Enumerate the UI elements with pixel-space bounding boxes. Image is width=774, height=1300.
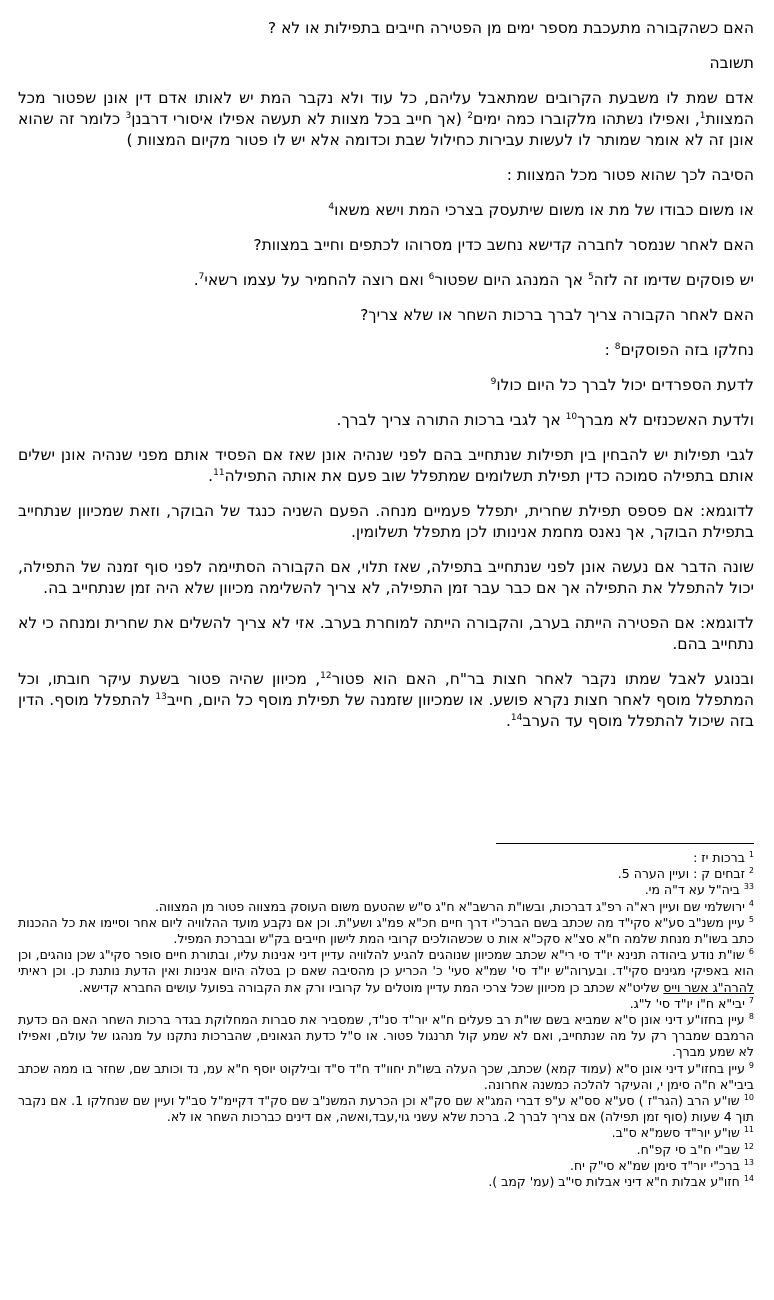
footnotes-section xyxy=(18,843,754,1190)
paragraph-8: לדוגמא: אם פספס תפילת שחרית, יתפלל פעמיים מנחה. הפעם השניה כנגד של הבוקר, וזאת שמכיוון שנתחייב בתפילת הבוקר, אך נאנס מחמת אנינותו לכן מתפלל תשלומין. xyxy=(18,502,754,541)
footnote-link[interactable]: להרה"ג אשר וייס xyxy=(663,979,754,995)
paragraph-2: או משום כבודו של מת או משום שיתעסק בצרכי המת וישא משאו$^4$ xyxy=(328,201,754,219)
reason-heading: הסיבה לכך שהוא פטור מכל המצוות : xyxy=(506,166,754,184)
question-title: האם כשהקבורה מתעכבת מספר ימים מן הפטירה חייבים בתפילות או לא ? xyxy=(267,19,754,37)
paragraph-5: לדעת הספרדים יכול לברך כל היום כולו$^9$ xyxy=(490,376,754,394)
question-2: האם לאחר הקבורה צריך לברך ברכות השחר או שלא צריך? xyxy=(360,306,754,324)
footnote-ref[interactable]: 8 xyxy=(614,341,621,352)
footnote: $^2$ זבחים ק : ועיין הערה 5. xyxy=(617,866,754,882)
footnote: $^8$ עיין בחזו"ע דיני אונן ס"א שמביא בשם שו"ת רב פעלים ח"א יור"ד סנ"ד, שמסביר את סברות המחלוקת בגדר ברכות השחר האם הם כדעת הרמבם שמברך רק על מה שנתחייב, ואם לא שמע קול תרנגול פטור. או ס"ל כדעת הגאונים, שהברכות נתקנו על מנהגו של עולם, ואפילו לא שמע מברך. xyxy=(18,1011,754,1060)
footnote: $^1$ ברכות יז : xyxy=(693,849,754,865)
answer-heading: תשובה xyxy=(709,54,754,72)
document-body xyxy=(18,18,754,746)
footnote-ref[interactable]: 14 xyxy=(510,712,523,723)
paragraph-1: אדם שמת לו משבעת הקרובים שמתאבל עליהם, כל עוד ולא נקבר המת יש לאותו אדם דין אונן שפטור מכל המצוות$^1$, ואפילו נשתהו מלקוברו כמה ימים$^2$ (אך חייב בכל מצוות לא תעשה אפילו איסורי דרבנן$^3$ כלומר זה שהוא אונן זה לא אומר שמותר לו לעשות עבירות כחילול שבת וכדומה אלא יש לו פטור מקיום המצוות ) xyxy=(18,89,754,149)
paragraph-4: נחלקו בזה הפוסקים$^8$ : xyxy=(604,341,754,359)
paragraph-6: ולדעת האשכנזים לא מברך$^{10}$ אך לגבי ברכות התורה צריך לברך. xyxy=(336,411,754,429)
footnote-ref[interactable]: 13 xyxy=(155,691,167,702)
footnote: $^{13}$ ברכ"י יור"ד סימן שמ"א סי"ק יח. xyxy=(569,1157,754,1173)
footnote-ref[interactable]: 4 xyxy=(328,201,335,212)
footnote-ref[interactable]: 1 xyxy=(699,110,706,121)
footnote: $^9$ עיין בחזו"ע דיני אונן ס"א (עמוד קמא) שכתב, שכך העלה בשו"ת יחוו"ד ח"ד ס"ד ובילקוט יוסף ח"א עמ, נד וכותב שם, שחזר בו ממה שכתב ביבי"א ח"ה סימן י, והעיקר להלכה כמשנה אחרונה. xyxy=(17,1060,754,1092)
footnote: $^5$ עיין משנ"ב סע"א סקי"ד מה שכתב בשם הברכ"י דרך חיים חכ"א פמ"ג ושע"ת. וכן אם נקבע מועד ההלוויה ליום אחר וסיימו את כל ההכנות כתב בשו"ת מנחת שלמה ח"א סצ"א סקכ"א אות ט שכשהולכים קרובי המת לישון חייבים בק"ש ובברכת המפיל. xyxy=(18,914,754,947)
footnote-ref[interactable]: 6 xyxy=(428,271,435,282)
footnote-ref[interactable]: 10 xyxy=(565,411,578,422)
footnote: $^7$ יבי"א ח"ו יו"ד סי' ל"ג. xyxy=(629,995,754,1011)
footnote-ref[interactable]: 11 xyxy=(213,467,225,478)
paragraph-3: יש פוסקים שדימו זה לזה$^5$ אך המנהג היום שפטור$^6$ ואם רוצה להחמיר על עצמו רשאי$^7$. xyxy=(193,271,754,289)
footnote-ref[interactable]: 12 xyxy=(320,670,332,681)
question-1: האם לאחר שנמסר לחברה קדישא נחשב כדין מסרוהו לכתפים וחייב במצוות? xyxy=(253,236,754,254)
footnote-ref[interactable]: 3 xyxy=(125,110,132,121)
paragraph-7: לגבי תפילות יש להבחין בין תפילות שנתחייב בהם לפני שנהיה אונן שאז אם הפסיד אותם מפני שנהיה אונן ישלים אותם בתפילה סמוכה כדין תפילת תשלומים שמתפלל שוב פעם את אותה התפילה$^{11}$. xyxy=(18,446,754,485)
footnote-ref[interactable]: 2 xyxy=(467,110,473,121)
footnote: $^4$ ירושלמי שם ועיין רא"ה רפ"ג דברכות, ובשו"ת הרשב"א ח"ג ס"ש שהטעם משום העוסק במצווה פטור מן המצווה. xyxy=(154,898,754,914)
footnote-ref[interactable]: 9 xyxy=(490,376,497,387)
footnote-ref[interactable]: 7 xyxy=(198,271,205,282)
footnote: $^{10}$ שו"ע הרב (הגר"ז ) סע"א סס"א ע"פ דברי המג"א שם סק"א וכן הכרעת המשנ"ב שם סק"ד דקיימ"ל סב"ל ועיין שם שנחלקו 1. אם נקבר תוך 4 שעות (סוף זמן תפילה) אם צריך לברך 2. ברכת שלא עשני גוי,עבד,ואשה, אם דינים כברכות השחר או לא. xyxy=(18,1092,754,1125)
footnote: $^{14}$ חזו"ע אבלות ח"א דיני אבלות סי"ב (עמ' קמב ). xyxy=(488,1173,754,1190)
footnote-ref[interactable]: 5 xyxy=(587,271,594,282)
footnote-divider xyxy=(496,843,754,844)
footnote: $^{11}$ שו"ע יור"ד סשמ"א ס"ב. xyxy=(611,1125,754,1141)
paragraph-9: שונה הדבר אם נעשה אונן לפני שנתחייב בתפילה, שאז תלוי, אם הקבורה הסתיימה לפני סוף זמנה של התפילה, יכול להתפלל את התפילה אך אם כבר עבר זמן התפילה, לא צריך להשלימה מכיוון שלא היה זמן שנתחייב בה. xyxy=(18,558,754,597)
footnote: $^{12}$ שב"י ח"ב סי קפ"ח. xyxy=(636,1141,754,1157)
paragraph-11: ובנוגע לאבל שמתו נקבר לאחר חצות בר"ח, האם הוא פטור$^{12}$, מכיוון שהיה פטור בשעת עיקר חובתו, וכל המתפלל מוסף לאחר חצות נקרא פושע. או שמכיוון שזמנה של תפילת מוסף כל היום, חייב$^{13}$ להתפלל מוסף. הדין בזה שיכול להתפלל מוסף עד הערב$^{14}$. xyxy=(18,670,754,730)
paragraph-10: לדוגמא: אם הפטירה הייתה בערב, והקבורה הייתה למוחרת בערב. אזי לא צריך להשלים את שחרית ומנחה כי לא נתחייב בהם. xyxy=(18,614,754,653)
footnote: $^6$ שו"ת נודע ביהודה תנינא יו"ד סי רי"א שכתב שמכיוון שנוהגים להגיע להלוויה עדיין דיני אנינות עליו, ובתורת חיים סופר סקי"ג שכן נוהגים, וכן הוא באפיקי מגינים סקי"ד. ובערוה"ש יו"ד סי' שמ"א סעי' כ' הכריע כן מהסיבה שאם כן בטלה היום אנינות ואין הדעת נותנת כן. וכן ראיתי להרה"ג אשר וייס שליט"א שכתב כן מכיוון שכל צרכי המת עדיין מוטלים על קרוביו ורק את הקבורה בפועל עושים החברא קדישא. xyxy=(18,947,754,995)
footnote: $^{33}$ ביה"ל עא ד"ה מי. xyxy=(644,882,754,898)
